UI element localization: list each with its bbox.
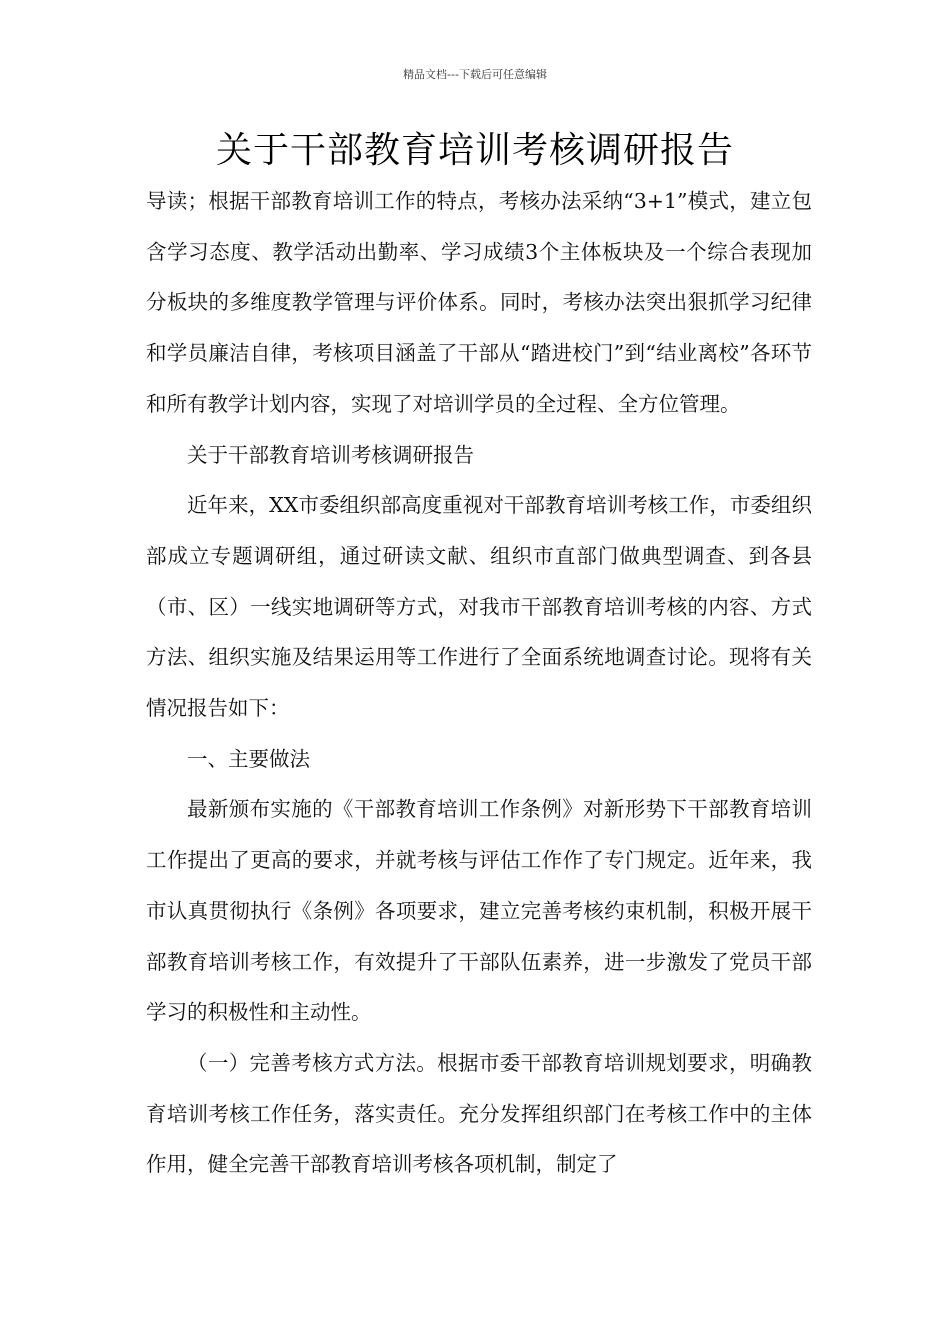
section-heading: 一、主要做法 — [187, 746, 310, 771]
subtitle-paragraph: 关于干部教育培训考核调研报告 — [187, 442, 474, 467]
header-note: 精品文档---下载后可任意编辑 — [403, 68, 547, 81]
body-paragraph: （一）完善考核方式方法。根据市委干部教育培训规划要求，明确教育培训考核工作任务，落实责任。充分发挥组织部门在考核工作中的主体作用，健全完善干部教育培训考核各项机制，制定了 — [146, 1050, 812, 1177]
lead-paragraph: 导读；根据干部教育培训工作的特点，考核办法采纳“3+1”模式，建立包含学习态度、教学活动出勤率、学习成绩3个主体板块及一个综合表现加分板块的多维度教学管理与评价体系。同时，考核办法突出狠抓学习纪律和学员廉洁自律，考核项目涵盖了干部从“踏进校门”到“结业离校”各环节和所有教学计划内容，实现了对培训学员的全过程、全方位管理。 — [146, 189, 812, 416]
document-title: 关于干部教育培训考核调研报告 — [215, 130, 734, 171]
document-body — [146, 176, 812, 1190]
intro-paragraph: 近年来，XX市委组织部高度重视对干部教育培训考核工作，市委组织部成立专题调研组，通过研读文献、组织市直部门做典型调查、到各县（市、区）一线实地调研等方式，对我市干部教育培训考核的内容、方式方法、组织实施及结果运用等工作进行了全面系统地调查讨论。现将有关情况报告如下： — [146, 493, 812, 721]
body-paragraph: 最新颁布实施的《干部教育培训工作条例》对新形势下干部教育培训工作提出了更高的要求，并就考核与评估工作作了专门规定。近年来，我市认真贯彻执行《条例》各项要求，建立完善考核约束机制，积极开展干部教育培训考核工作，有效提升了干部队伍素养，进一步激发了党员干部学习的积极性和主动性。 — [146, 797, 812, 1025]
